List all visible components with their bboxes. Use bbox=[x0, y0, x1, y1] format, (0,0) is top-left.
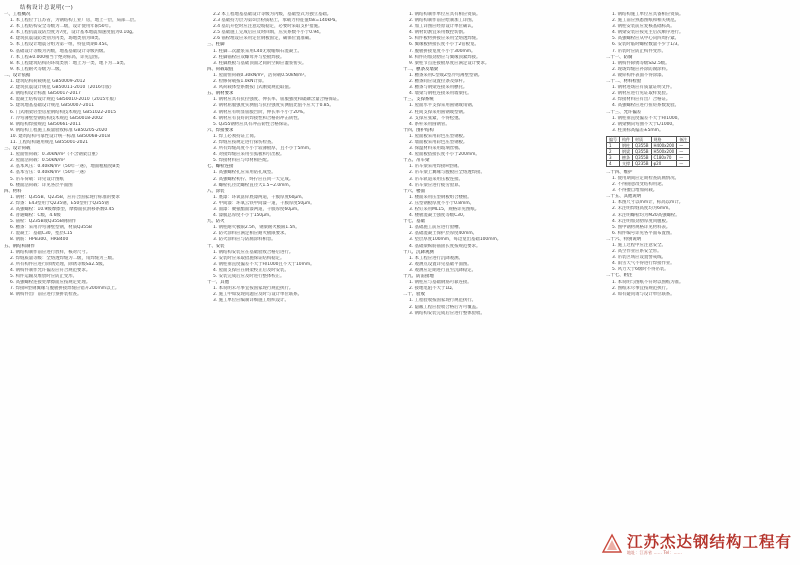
text-line: 3. 观测应定期进行直至沉降稳定。 bbox=[409, 267, 477, 273]
text-line: 1. 焊工必须持证上岗。 bbox=[213, 133, 259, 139]
table-cell: H400x200 bbox=[651, 142, 677, 148]
text-line: 1. 柱脚二次灌浆采用C40无收缩细石混凝土。 bbox=[213, 48, 302, 54]
text-line: 1. 屋面水平支撑采用圆钢或角钢。 bbox=[409, 103, 477, 109]
text-line: 1. 本工程位于江苏省，为钢结构工业厂房，地上一层，局部二层。 bbox=[10, 18, 139, 24]
text-line: 十六、楼面 bbox=[403, 188, 425, 194]
text-line: 二、设计依据 bbox=[4, 72, 31, 78]
text-line: 十二、檩条及墙梁 bbox=[403, 66, 439, 72]
text-line: 3. 面漆：聚氨酯面漆两道，干膜厚度60μm。 bbox=[213, 207, 302, 212]
text-line: 8. 钢结构焊接规范 GB50661-2011 bbox=[10, 121, 81, 127]
text-line: 3. 吊装区域应设置警戒线。 bbox=[612, 255, 666, 261]
text-line: 5. 锚栓：Q235B或Q355B钢制作 bbox=[10, 219, 77, 225]
text-line: 5. 风力大于6级时不得吊装。 bbox=[612, 267, 669, 273]
table-cell: — bbox=[677, 142, 690, 148]
table-cell: 钢梁 bbox=[620, 148, 633, 154]
text-line: 2. 安装时应采取措施保证结构稳定。 bbox=[213, 255, 285, 261]
text-line: 十四、围护结构 bbox=[403, 127, 434, 133]
text-line: 6. 基础设计等级为丙级，地基基础设计等级丙级。 bbox=[10, 48, 108, 54]
text-line: 1. 钢结构安装应在基础验收合格后进行。 bbox=[213, 249, 294, 255]
text-line: 2. 高空作业应系安全带。 bbox=[612, 249, 662, 255]
table-cell: — bbox=[677, 160, 690, 166]
text-line: 1. 本说明未尽事宜按国家现行规范执行。 bbox=[213, 286, 294, 292]
text-line: 3. 柱脚底板与基础顶面之间的空隙应灌浆密实。 bbox=[213, 60, 307, 66]
text-line: 4. 钢梁安装应按先主后次顺序进行。 bbox=[612, 30, 684, 36]
text-line: 1. 屋面板采用彩色压型钢板。 bbox=[409, 133, 468, 139]
text-line: 二十一、防腐 bbox=[606, 54, 633, 60]
table-cell: 1 bbox=[607, 142, 620, 148]
text-line: 2. 高强螺栓初拧、终拧应在同一天完成。 bbox=[213, 176, 294, 182]
company-watermark bbox=[601, 531, 792, 557]
text-line: 2. 基础混凝土保护层厚度40mm。 bbox=[409, 231, 478, 237]
text-line: 4. 系杆采用圆钢管。 bbox=[409, 121, 450, 127]
text-line: 2.2 本工程地基基础设计等级为丙级，基础型式为独立基础。 bbox=[213, 12, 332, 17]
text-column-2 bbox=[207, 12, 399, 552]
text-line: 1. 钢材进场应有质量证明文件。 bbox=[612, 85, 675, 91]
text-line: 1. 建筑结构荷载规范 GB50009-2012 bbox=[10, 79, 86, 85]
text-line: 6. 翼缘板拼接长度不小于2倍板宽。 bbox=[409, 42, 479, 48]
table-cell: 支撑 bbox=[620, 160, 633, 166]
text-line: 3. 如有疑问请与设计单位联系。 bbox=[612, 291, 675, 297]
text-line: 6. 高强螺栓连接处摩擦面应按规定处理。 bbox=[10, 280, 91, 286]
table-cell: φ20 bbox=[651, 160, 677, 166]
text-line: 5. 焊接材料应与母材相匹配。 bbox=[213, 158, 272, 164]
text-line: 7. 焊接H型钢翼缘与腹板拼接焊缝应错开200mm以上。 bbox=[10, 286, 120, 292]
text-line: 5. 安装完成后应及时进行整体校正。 bbox=[213, 274, 285, 280]
text-line: 2. 接地电阻不大于1Ω。 bbox=[409, 286, 456, 292]
text-line: 7. 混凝土：基础C30，垫层C15 bbox=[10, 231, 73, 237]
table-cell: Q355B bbox=[633, 154, 652, 160]
text-line: 3. 垫层厚度100mm，每边宽出基础100mm。 bbox=[409, 237, 502, 243]
text-line: 2. 图纸未尽事宜按规范执行。 bbox=[612, 285, 671, 291]
text-line: 3. 钢柱安装前应复核基础标高。 bbox=[612, 24, 675, 30]
table-cell: — bbox=[677, 154, 690, 160]
text-line: 5. 建筑地基基础设计规范 GB50007-2011 bbox=[10, 103, 95, 109]
text-line: 4. 高强螺栓应进行扭矩系数复验。 bbox=[612, 103, 680, 109]
text-line: 6. 门式刚架轻型房屋钢结构技术规范 GB51022-2015 bbox=[10, 109, 116, 115]
text-line: 3. 钢结构设计标准 GB50017-2017 bbox=[10, 91, 81, 97]
text-line: 2. 吊车梁上翼缘与腹板应全熔透焊接。 bbox=[409, 170, 485, 176]
text-line: 9. 本工程耐火等级为二级。 bbox=[10, 66, 64, 72]
text-line: 2. 建筑抗震设计规范 GB50011-2010（2016年版） bbox=[10, 85, 114, 91]
text-line: 6. 安装时临时螺栓数量不少于1/3。 bbox=[612, 42, 682, 48]
text-line: 7. 腹板拼接宽度不小于300mm。 bbox=[409, 48, 476, 54]
text-line: 1. 吊车梁采用焊接H型钢。 bbox=[409, 164, 462, 170]
text-line: 十三、支撑系统 bbox=[403, 97, 434, 103]
text-line: 1. 屋面恒荷载：0.30kN/m²（不含钢架自重） bbox=[10, 152, 101, 158]
text-line: 十七、基础 bbox=[403, 219, 425, 225]
text-line: 8. 钢构件出厂前应进行预拼装检查。 bbox=[10, 292, 82, 298]
text-line: 1. 本图尺寸以mm计，标高以m计。 bbox=[612, 200, 684, 206]
text-line: 2. 未注明焊缝高度均为6mm。 bbox=[612, 206, 673, 212]
text-line: 4. 基本雪压：0.40kN/m²（50年一遇） bbox=[10, 170, 89, 176]
text-line: 1. 本说明与图纸不符时以图纸为准。 bbox=[612, 279, 684, 285]
text-line: 七、螺栓连接 bbox=[207, 164, 234, 170]
text-line: 2. 中间漆：环氧云铁中间漆一道，干膜厚度50μm。 bbox=[213, 200, 315, 206]
text-line: 2. 现场焊缝应补涂防腐涂料。 bbox=[612, 66, 671, 72]
text-line: 2. 钢结构制作前应绘制加工详图。 bbox=[409, 18, 477, 24]
text-line: 2. 不得随意改变结构用途。 bbox=[612, 182, 666, 188]
text-line: 三、柱脚 bbox=[207, 42, 225, 48]
text-line: 4. 墙梁与钢柱连接采用墙梁托。 bbox=[409, 91, 472, 97]
text-line: 3. 本工程抗震设防烈度为7度，设计基本地震加速度值为0.10g。 bbox=[10, 30, 137, 36]
text-line: 9. 钢结构工程施工质量验收标准 GB50205-2020 bbox=[10, 127, 108, 133]
text-line: 2. 钢梁侧向弯曲不大于L/1000。 bbox=[612, 121, 677, 127]
text-line: 3. 高强螺栓：10.9级摩擦型，摩擦面抗滑移系数0.45 bbox=[10, 207, 115, 212]
text-line: 3. 钢材应有明显屈服台阶，伸长率不小于20%。 bbox=[213, 109, 308, 115]
text-line: 二十七、附注 bbox=[606, 273, 633, 279]
material-table bbox=[606, 136, 690, 167]
text-line: 2.4 基坑开挖时应注意边坡稳定，必要时采取支护措施。 bbox=[213, 24, 323, 30]
table-cell: Q235B bbox=[633, 160, 652, 166]
text-line: 3. 防火涂料应与防腐涂料相容。 bbox=[213, 237, 276, 243]
table-cell: C180x70 bbox=[651, 154, 677, 160]
text-line: 4. 未注明加劲肋厚度同腹板。 bbox=[612, 218, 671, 224]
text-line: 3. 檩条与钢梁连接采用檩托。 bbox=[409, 85, 468, 91]
text-line: 1. 钢柱应与基础钢筋可靠连接。 bbox=[409, 280, 472, 286]
text-line: 2. 墙面板采用彩色压型钢板。 bbox=[409, 139, 468, 145]
company-name: 江苏杰达钢结构工程有 bbox=[626, 532, 792, 551]
text-line: 1. 本工程应进行沉降观测。 bbox=[409, 255, 463, 261]
text-line: 4. 楼板混凝土强度等级C30。 bbox=[409, 213, 468, 219]
text-line: 1. 钢构件除锈等级Sa2.5级。 bbox=[612, 60, 670, 66]
text-line: 1. 钢柱耐火极限2.5h，钢梁耐火极限1.5h。 bbox=[213, 225, 300, 231]
text-line: 九、防火 bbox=[207, 219, 225, 225]
text-line: 二十五、其他说明 bbox=[606, 194, 642, 200]
text-line: 十八、沉降观测 bbox=[403, 249, 434, 255]
page-title: 结构设计总说明(一) bbox=[20, 5, 74, 11]
text-line: 8. 构件的加劲肋应与翼缘顶紧焊接。 bbox=[409, 54, 481, 60]
text-line: 3. 吊车轨道采用压板连接。 bbox=[409, 176, 463, 182]
text-line: 3. 焊接材料应有出厂合格证。 bbox=[612, 97, 671, 103]
text-line: 2. 钢材屈服强度实测值与抗拉强度实测值比值不应大于0.85。 bbox=[213, 103, 334, 109]
text-line: 4. 雨雪天气不得进行焊接作业。 bbox=[612, 261, 675, 267]
text-line: 4. 屋面板搭接长度不小于200mm。 bbox=[409, 152, 480, 158]
text-line: 10. 建筑结构可靠性设计统一标准 GB50068-2018 bbox=[10, 133, 110, 139]
text-line: 1. 钢结构制作前应进行放样，核对尺寸。 bbox=[10, 249, 91, 255]
text-line: 2. 柱脚锚栓应双螺母并与垫板焊接。 bbox=[213, 54, 285, 60]
text-line: 2.5 基础施工完成后应及时回填，压实系数不小于0.94。 bbox=[213, 30, 324, 36]
text-line: 4. 吊车梁应进行疲劳验算。 bbox=[409, 182, 463, 188]
text-line: 1. 施工过程中应注意安全。 bbox=[612, 243, 666, 248]
text-line: 3. 柱顶标高偏差±5mm。 bbox=[612, 127, 664, 133]
text-line: 1. 檩条采用C型或Z型冷弯薄壁型钢。 bbox=[409, 72, 483, 78]
text-line: 2.6 锚栓埋设应采用定位钢板固定，确保位置准确。 bbox=[213, 36, 314, 42]
text-line: 4. 钢材应有良好的焊接性和合格的冲击韧性。 bbox=[213, 115, 303, 121]
text-line: 2. 屋面活荷载：0.50kN/m² bbox=[10, 158, 66, 164]
text-line: 3. 钢柱垂直度偏差不大于H/1000且不大于10mm。 bbox=[213, 261, 315, 267]
text-line: 7. 吊装时应防止构件变形。 bbox=[612, 48, 666, 54]
text-line: 四、材料 bbox=[4, 188, 22, 194]
text-line: 6. 檩条：采用冷弯薄壁型钢，材质Q355B bbox=[10, 225, 92, 231]
table-cell: 构件 bbox=[620, 136, 633, 142]
jieda-logo-icon bbox=[601, 533, 623, 555]
text-line: 4. 普通螺栓：C级，4.6级 bbox=[10, 213, 61, 219]
text-line: 3. 加工详图应经原设计单位确认。 bbox=[409, 24, 477, 30]
text-line: 十、安装 bbox=[207, 243, 225, 249]
text-line: 1. 使用期间应定期检查防腐情况。 bbox=[612, 175, 680, 181]
text-column-1 bbox=[4, 12, 200, 552]
text-line: 一、工程概况 bbox=[4, 12, 31, 17]
table-row bbox=[607, 160, 690, 166]
text-line: 4. 对接焊缝应采用引弧板和引出板。 bbox=[213, 152, 285, 158]
text-line: 5. Q355钢材应具有冲击韧性合格保证。 bbox=[213, 121, 292, 127]
text-line: 2. 防火涂料应满足相应耐火极限要求。 bbox=[213, 231, 289, 237]
text-line: 2. 施工中如发现问题应及时与设计单位联系。 bbox=[213, 292, 303, 298]
text-line: 5. 吊车荷载：详见设计图纸 bbox=[10, 176, 64, 182]
text-line: 3. 未注明螺栓均为M20高强螺栓。 bbox=[612, 212, 680, 218]
text-line: 2. 观测点设置详见基础平面图。 bbox=[409, 261, 472, 267]
text-line: 3. 螺栓孔径比螺栓直径大1.5~2.0mm。 bbox=[213, 182, 294, 188]
text-line: 八、涂装 bbox=[207, 188, 225, 194]
text-line: 1. 钢结构制作单位应具有相应资质。 bbox=[409, 12, 481, 17]
text-line: 3. 镀锌构件表面不得涂漆。 bbox=[612, 72, 666, 78]
text-line: 2. 焊条：E43型用于Q235钢，E50型用于Q355钢 bbox=[10, 200, 109, 206]
text-line: 2. 柱间支撑采用圆钢或型钢。 bbox=[409, 109, 468, 115]
text-line: 1. 钢柱垂直度偏差不大于H/1000。 bbox=[612, 115, 682, 121]
table-cell: 钢柱 bbox=[620, 142, 633, 148]
text-line: 2. 钢材应进行见证取样复验。 bbox=[612, 91, 671, 97]
text-line: 五、钢结构制作 bbox=[4, 243, 35, 249]
text-line: 9. 梁柱节点连接板厚度应满足设计要求。 bbox=[409, 60, 490, 66]
text-line: 8. 钢筋：HPB300、HRB400 bbox=[10, 237, 69, 243]
text-line: 2. 焊缝应按规定进行探伤检查。 bbox=[213, 139, 276, 145]
text-line: 六、焊接要求 bbox=[207, 127, 234, 133]
text-line: 2. 檩条间应设置拉条及撑杆。 bbox=[409, 79, 468, 85]
company-contact: 地址：江苏省 …… Tel：…… bbox=[626, 550, 683, 555]
text-line: 7. 本工程±0.000相当于绝对标高，详见总图。 bbox=[10, 54, 103, 60]
text-line: 1. 钢材：Q355B、Q235B，应符合国家现行标准的要求 bbox=[10, 194, 120, 200]
text-line: 5. 构件板材拼接应采用全熔透焊缝。 bbox=[409, 36, 481, 42]
text-line: 二十二、材料检验 bbox=[606, 79, 642, 85]
text-line: 3. 栓钉采用ML15，规格详见图纸。 bbox=[409, 207, 480, 212]
table-cell: 4 bbox=[607, 160, 620, 166]
text-line: 十九、防雷接地 bbox=[403, 274, 434, 280]
table-cell: Q355B bbox=[633, 142, 652, 148]
text-line: 3. 基本风压：0.40kN/m²（50年一遇），地面粗糙度B类 bbox=[10, 164, 120, 170]
text-line: 6. 构件编号详见各平面布置图。 bbox=[612, 230, 675, 236]
table-cell: 备注 bbox=[677, 136, 690, 142]
text-line: 1. 工程验收按国家现行规范执行。 bbox=[409, 298, 477, 304]
text-line: 2. 压型钢板厚度不小于0.8mm。 bbox=[409, 200, 475, 206]
text-column-3 bbox=[403, 12, 603, 552]
table-cell: 编号 bbox=[607, 136, 620, 142]
table-cell: H500x200 bbox=[651, 148, 677, 154]
text-line: 2. 隐蔽工程应验收合格后方可覆盖。 bbox=[409, 304, 481, 310]
text-line: 1. 屋面恒荷载0.30kN/m²，活荷载0.50kN/m²。 bbox=[213, 72, 309, 78]
text-line: 2. 施工前应熟悉图纸和相关规范。 bbox=[612, 18, 680, 24]
text-line: 三、设计荷载 bbox=[4, 146, 31, 152]
text-column-4 bbox=[606, 12, 796, 552]
text-line: 1. 钢结构施工单位应具备相应资质。 bbox=[612, 12, 684, 17]
text-line: 四、荷载取值 bbox=[207, 66, 234, 72]
text-line: 4. 基础梁纵筋锚固长度按规范要求。 bbox=[409, 243, 481, 249]
text-line: 3. 保温材料采用玻璃丝棉。 bbox=[409, 146, 463, 152]
text-line: 二十、验收 bbox=[403, 292, 425, 298]
text-line: 4. 钢材切割宜采用数控切割。 bbox=[409, 30, 468, 36]
text-line: 二十三、允许偏差 bbox=[606, 109, 642, 115]
text-line: 4. 屋面支撑应在钢架校正后及时安装。 bbox=[213, 267, 289, 273]
text-line: 3. 施工单位应编制详细施工组织设计。 bbox=[213, 298, 289, 304]
table-cell: 材质 bbox=[633, 136, 652, 142]
text-line: 2. 本工程结构安全等级为二级，设计使用年限50年。 bbox=[10, 24, 114, 30]
table-cell: 规格 bbox=[651, 136, 677, 142]
text-line: 2. 检修荷载按1.0kN计算。 bbox=[213, 79, 267, 85]
text-line: 3. 风荷载体型系数按门式刚架规范取值。 bbox=[213, 85, 294, 91]
text-line: 二十四、维护 bbox=[606, 169, 633, 175]
text-line: 五、钢材要求 bbox=[207, 91, 234, 97]
text-line: 3. 支撑应张紧，不得松弛。 bbox=[409, 115, 463, 121]
text-line: 5. 构件运输及堆放时应防止变形。 bbox=[10, 274, 78, 280]
text-line: 1. 高强螺栓孔应采用钻孔成型。 bbox=[213, 170, 276, 176]
text-line: 1. 钢材应具有抗拉强度、伸长率、屈服强度和硫磷含量合格保证。 bbox=[213, 97, 342, 103]
text-line: 8. 本工程建筑结构的环境类别：地上为一类，地下为二a类。 bbox=[10, 60, 129, 66]
text-line: 5. 图中钢材规格详见材料表。 bbox=[612, 224, 671, 230]
text-line: 1. 楼面采用压型钢板组合楼板。 bbox=[409, 194, 472, 200]
text-line: 5. 本工程设计地震分组为第一组，特征周期0.45s。 bbox=[10, 42, 112, 48]
text-line: 4. 漆膜总厚度不小于150μm。 bbox=[213, 213, 274, 219]
table-cell: Q355B bbox=[633, 148, 652, 154]
text-line: 3. 所有焊缝高度不小于较薄板厚，且不小于5mm。 bbox=[213, 146, 314, 152]
text-line: 6. 楼面活荷载：详见各层平面图 bbox=[10, 182, 73, 188]
text-line: 二十六、特别说明 bbox=[606, 236, 642, 242]
text-line: 11. 工程结构通用规范 GB55001-2021 bbox=[10, 139, 89, 145]
text-line: 1. 基础施工前应进行验槽。 bbox=[409, 225, 463, 231]
text-line: 十五、吊车梁 bbox=[403, 158, 430, 164]
text-line: 4. 建筑抗震设防类别为丙类，场地类别为III类。 bbox=[10, 36, 103, 42]
text-line: 3. 所有构件应进行除锈处理，除锈等级Sa2.5级。 bbox=[10, 261, 108, 267]
table-cell: 2 bbox=[607, 148, 620, 154]
text-line: 十一、其他 bbox=[207, 280, 229, 286]
text-line: 4. 混凝土结构设计规范 GB50010-2010（2015年版） bbox=[10, 97, 119, 103]
text-line: 5. 高强螺栓应从中心向四周拧紧。 bbox=[612, 36, 680, 42]
table-cell: 檩条 bbox=[620, 154, 633, 160]
table-cell: — bbox=[677, 148, 690, 154]
text-line: 2. 焊缝质量等级：全熔透焊缝为二级，角焊缝为三级。 bbox=[10, 255, 117, 261]
text-line: 3. 钢结构安装完成后应进行整体验收。 bbox=[409, 310, 485, 316]
text-line: 7. 冷弯薄壁型钢结构技术规范 GB50018-2002 bbox=[10, 115, 103, 121]
text-line: 1. 底漆：环氧富锌底漆两道，干膜厚度60μm。 bbox=[213, 194, 306, 200]
text-line: 4. 钢构件制作允许偏差应符合规范要求。 bbox=[10, 267, 91, 273]
text-line: 2.3 基础持力层为第②层粉质粘土，承载力特征值fak=140kPa。 bbox=[213, 18, 340, 24]
text-line: 3. 不得擅自增加荷载。 bbox=[612, 188, 658, 194]
table-cell: 3 bbox=[607, 154, 620, 160]
